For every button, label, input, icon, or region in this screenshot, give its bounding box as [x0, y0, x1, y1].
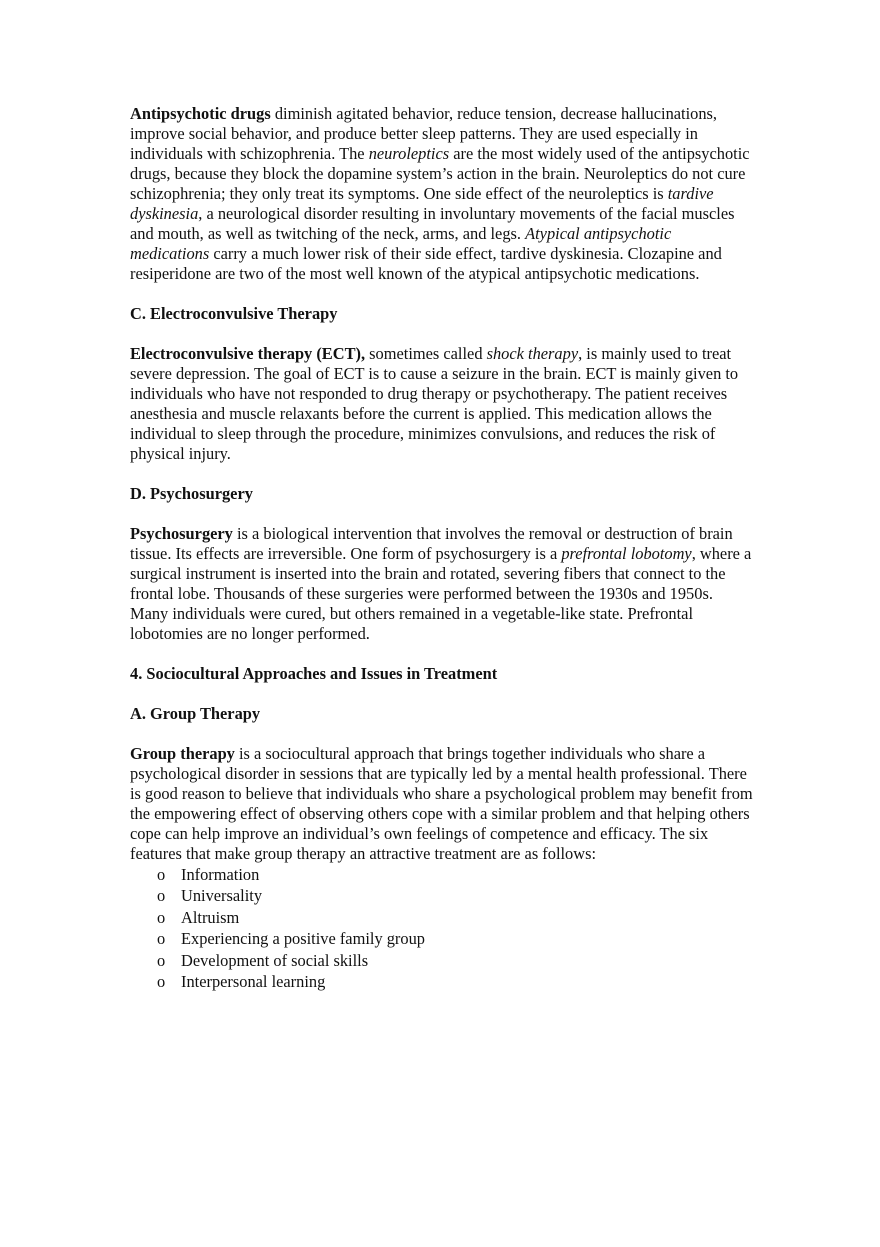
- list-item: [130, 907, 754, 928]
- bullet-icon: o: [157, 971, 166, 991]
- group-therapy-text: is a sociocultural approach that brings together individuals who share a psychological disorder in sessions that are typically led by a mental health professional. There is good reason to believe that individuals who share a psychological problem may benefit from the empowering effect of observing others cope with a similar problem and that helping others cope can help improve an individual’s own feelings of competence and efficacy. The six features that make group therapy an attractive treatment are as follows:: [130, 744, 753, 863]
- ect-term: Electroconvulsive therapy (ECT),: [130, 344, 366, 363]
- psychosurgery-text-2: , where a surgical instrument is inserted into the brain and rotated, severing fibers that connect to the frontal lobe. Thousands of these surgeries were performed between the 1930s and 1950s. Many individuals were cured, but others remained in a vegetable-like state. Prefrontal lobotomies are no longer performed.: [130, 544, 752, 643]
- antipsychotic-term: Antipsychotic drugs: [130, 104, 271, 123]
- neuroleptics-term: neuroleptics: [368, 144, 450, 163]
- list-item: [130, 885, 754, 906]
- list-item: [130, 971, 754, 992]
- ect-paragraph: [130, 344, 754, 464]
- feature-label: Interpersonal learning: [181, 971, 326, 991]
- antipsychotic-text-4: carry a much lower risk of their side effect, tardive dyskinesia. Clozapine and resiperidone are two of the most well known of the atypical antipsychotic medications.: [130, 244, 722, 283]
- feature-label: Altruism: [181, 907, 240, 927]
- atypical-term: Atypical antipsychotic medications: [130, 224, 672, 263]
- bullet-icon: o: [157, 950, 166, 970]
- shock-therapy-term: shock therapy: [486, 344, 579, 363]
- tardive-dyskinesia-term: tardive dyskinesia: [130, 184, 714, 223]
- antipsychotic-text-1: diminish agitated behavior, reduce tension, decrease hallucinations, improve social behavior, and produce better sleep patterns. They are used especially in individuals with schizophrenia. The: [130, 104, 718, 163]
- bullet-icon: o: [157, 907, 166, 927]
- group-therapy-features-list: [130, 864, 754, 992]
- antipsychotic-text-2: are the most widely used of the antipsychotic drugs, because they block the dopamine system’s action in the brain. Neuroleptics do not cure schizophrenia; they only treat its symptoms. One side effect of the neuroleptics is: [130, 144, 750, 203]
- group-therapy-heading: A. Group Therapy: [130, 704, 261, 723]
- antipsychotic-paragraph: [130, 104, 754, 284]
- psychosurgery-text-1: is a biological intervention that involves the removal or destruction of brain tissue. Its effects are irreversible. One form of psychosurgery is a: [130, 524, 733, 563]
- feature-label: Information: [181, 865, 260, 884]
- group-therapy-paragraph: [130, 744, 754, 864]
- bullet-icon: o: [157, 865, 166, 884]
- ect-text-1: sometimes called: [365, 344, 487, 363]
- psychosurgery-heading: D. Psychosurgery: [130, 484, 253, 503]
- document-page: [130, 104, 754, 992]
- psychosurgery-paragraph: [130, 524, 754, 644]
- feature-label: Universality: [181, 886, 263, 906]
- list-item: [130, 950, 754, 971]
- lobotomy-term: prefrontal lobotomy: [561, 544, 692, 563]
- bullet-icon: o: [157, 886, 166, 906]
- feature-label: Development of social skills: [181, 950, 369, 970]
- antipsychotic-text-3: , a neurological disorder resulting in involuntary movements of the facial muscles and mouth, as well as twitching of the neck, arms, and legs.: [130, 204, 735, 243]
- sociocultural-heading: 4. Sociocultural Approaches and Issues in Treatment: [130, 664, 498, 683]
- feature-label: Experiencing a positive family group: [181, 929, 425, 949]
- ect-text-2: , is mainly used to treat severe depression. The goal of ECT is to cause a seizure in the brain. ECT is mainly given to individuals who have not responded to drug therapy or psychotherapy. The patient receives anesthesia and muscle relaxants before the current is applied. This medication allows the individual to sleep through the procedure, minimizes convulsions, and reduces the risk of physical injury.: [130, 344, 739, 463]
- group-therapy-term: Group therapy: [130, 744, 235, 763]
- ect-heading: C. Electroconvulsive Therapy: [130, 304, 338, 323]
- bullet-icon: o: [157, 929, 166, 949]
- list-item: [130, 928, 754, 949]
- list-item: [130, 864, 754, 885]
- psychosurgery-term: Psychosurgery: [130, 524, 233, 543]
